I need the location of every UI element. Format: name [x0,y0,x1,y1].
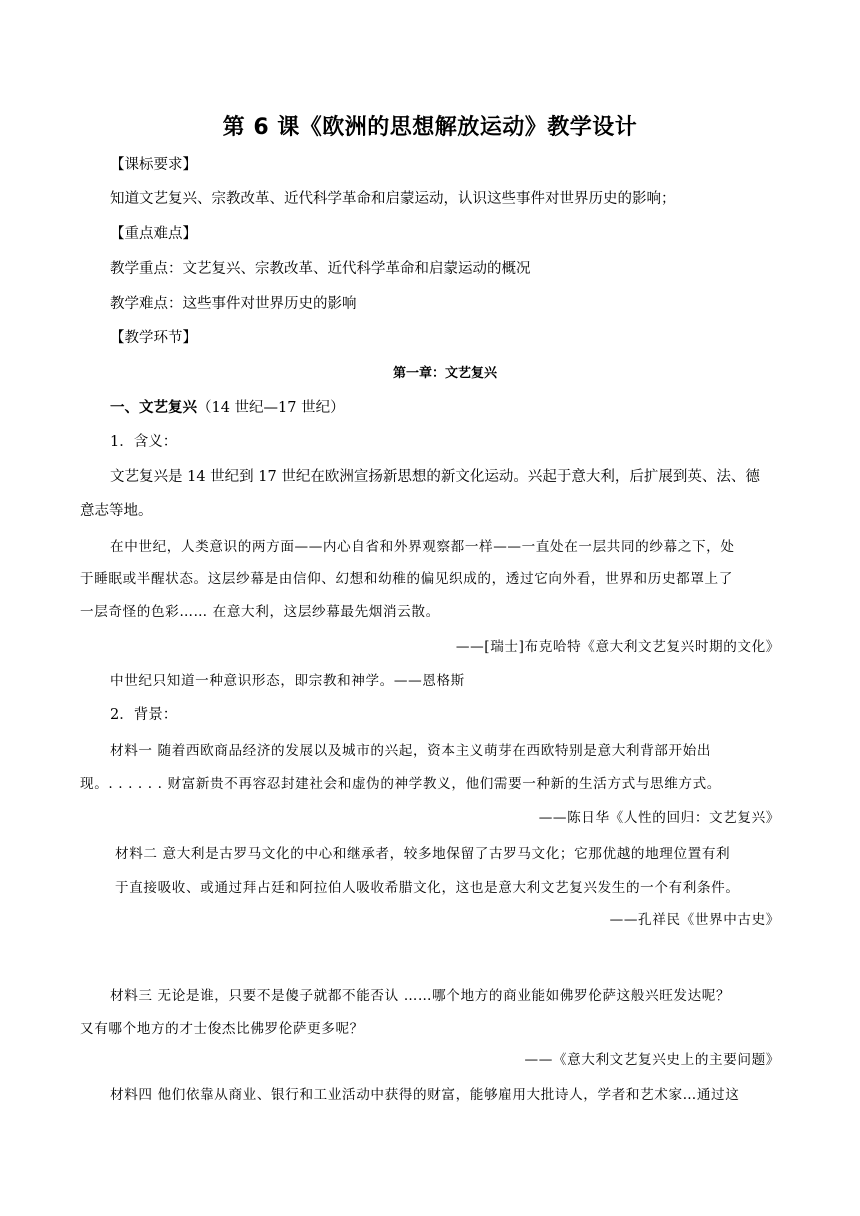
section-heading-title: 一、文艺复兴 [110,400,197,416]
item-1-label: 1．含义： [110,434,178,450]
material-4-line-1: 材料四 他们依靠从商业、银行和工业活动中获得的财富，能够雇用大批诗人，学者和艺术家…通过这 [110,1087,740,1103]
material-2-line-1: 材料二 意大利是古罗马文化的中心和继承者，较多地保留了古罗马文化；它那优越的地理位置有利 [115,846,731,862]
standard-text: 知道文艺复兴、宗教改革、近代科学革命和启蒙运动，认识这些事件对世界历史的影响； [110,191,676,207]
material-3-line-1: 材料三 无论是谁，只要不是傻子就都不能否认 ……哪个地方的商业能如佛罗伦萨这般兴旺发达呢？ [110,988,731,1004]
keypoints-label: 【重点难点】 [110,226,197,242]
difficulty-text: 教学难点：这些事件对世界历史的影响 [110,296,357,312]
item-2-label: 2．背景： [110,707,178,723]
material-2-line-2: 于直接吸收、或通过拜占廷和阿拉伯人吸收希腊文化，这也是意大利文艺复兴发生的一个有利条件。 [115,880,740,896]
material-3-source: ——《意大利文艺复兴史上的主要问题》 [524,1052,780,1068]
quote-2: 中世纪只知道一种意识形态，即宗教和神学。——恩格斯 [110,673,465,689]
material-2-source: ——孔祥民《世界中古史》 [609,912,780,928]
material-3-line-2: 又有哪个地方的才士俊杰比佛罗伦萨更多呢？ [80,1021,364,1037]
standard-label: 【课标要求】 [110,157,197,173]
steps-label: 【教学环节】 [110,330,197,346]
section-heading-period: （14 世纪—17 世纪） [197,400,345,416]
page-title: 第 6 课《欧洲的思想解放运动》教学设计 [222,115,638,140]
quote-1-source: ——[瑞士]布克哈特《意大利文艺复兴时期的文化》 [455,639,780,655]
key-point-text: 教学重点：文艺复兴、宗教改革、近代科学革命和启蒙运动的概况 [110,261,531,277]
quote-1-line-3: 一层奇怪的色彩…… 在意大利，这层纱幕最先烟消云散。 [80,604,440,620]
material-1-source: ——陈日华《人性的回归：文艺复兴》 [538,810,780,826]
material-1-line-1: 材料一 随着西欧商品经济的发展以及城市的兴起，资本主义萌芽在西欧特别是意大利背部开始出 [110,743,712,759]
quote-1-line-2: 于睡眠或半醒状态。这层纱幕是由信仰、幻想和幼稚的偏见织成的，透过它向外看，世界和历史都罩上了 [80,571,733,587]
material-1-line-2: 现。. . . . . . 财富新贵不再容忍封建社会和虚伪的神学教义，他们需要一种新的生活方式与思维方式。 [80,776,721,792]
section-heading [110,398,345,418]
definition-line-2: 意志等地。 [80,503,153,519]
quote-1-line-1: 在中世纪，人类意识的两方面——内心自省和外界观察都一样——一直处在一层共同的纱幕之下，处 [110,539,735,555]
definition-line-1: 文艺复兴是 14 世纪到 17 世纪在欧洲宣扬新思想的新文化运动。兴起于意大利，后扩展到英、法、德 [110,469,760,485]
chapter-title: 第一章：文艺复兴 [392,366,497,381]
